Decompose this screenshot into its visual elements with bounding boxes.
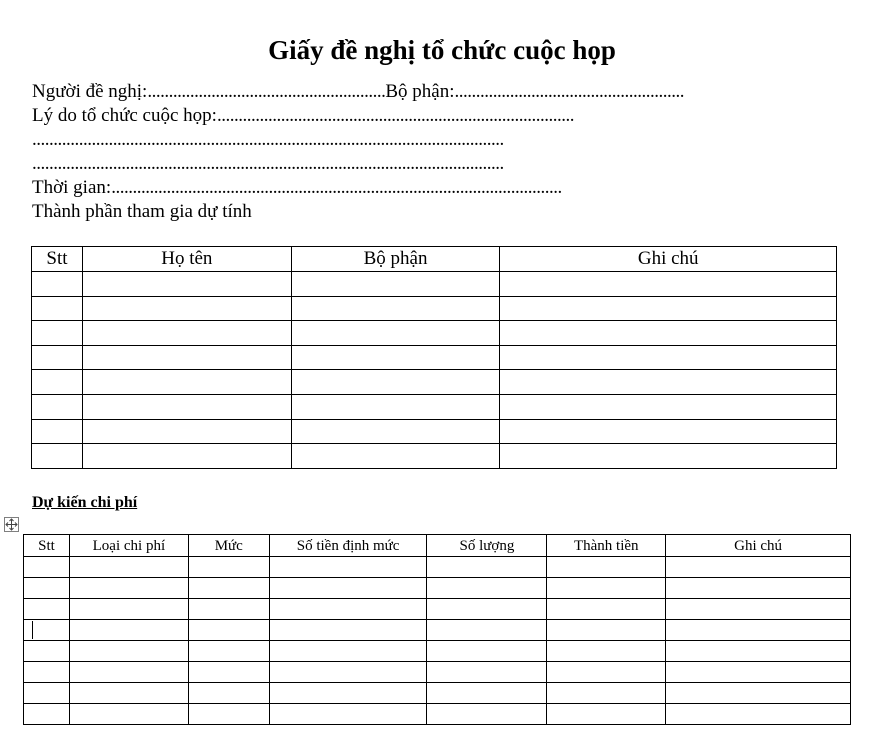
time-line[interactable] [32, 176, 562, 200]
cost-table-cell[interactable] [547, 641, 666, 662]
cost-table-cell[interactable] [427, 620, 547, 641]
cost-table-cell[interactable] [69, 662, 188, 683]
cost-table-cell[interactable] [666, 662, 851, 683]
cost-table-cell[interactable] [69, 641, 188, 662]
participants-table-cell[interactable] [500, 444, 837, 469]
participants-table-row [32, 296, 837, 321]
participants-table-cell[interactable] [32, 370, 83, 395]
participants-table-cell[interactable] [32, 345, 83, 370]
participants-table-cell[interactable] [32, 394, 83, 419]
participants-table-row [32, 394, 837, 419]
reason-dots: .................................................................................... [216, 105, 574, 126]
cost-table-cell[interactable] [69, 599, 188, 620]
blank-line-1[interactable]: ............................................................................................................... [32, 129, 504, 150]
table-move-handle-icon[interactable] [4, 517, 19, 532]
cost-table-row [24, 662, 851, 683]
cost-table-cell[interactable] [269, 620, 427, 641]
participants-table [31, 246, 837, 469]
cost-table-cell[interactable] [269, 557, 427, 578]
participants-table-cell[interactable] [82, 394, 291, 419]
cost-header-loai-chi-phi: Loại chi phí [69, 535, 188, 557]
participants-table-cell[interactable] [500, 272, 837, 297]
cost-table-row [24, 599, 851, 620]
reason-label: Lý do tổ chức cuộc họp: [32, 105, 217, 126]
cost-table-cell[interactable] [188, 683, 269, 704]
cost-table-row [24, 620, 851, 641]
cost-table-cell[interactable] [188, 599, 269, 620]
participants-table-cell[interactable] [291, 444, 500, 469]
cost-table-row [24, 557, 851, 578]
participants-table-cell[interactable] [32, 272, 83, 297]
department-dots: ...................................................... [454, 81, 684, 102]
proposer-line[interactable] [32, 80, 684, 104]
document-title: Giấy đề nghị tổ chức cuộc họp [268, 35, 616, 65]
participants-table-cell[interactable] [82, 444, 291, 469]
cost-table-cell[interactable] [666, 557, 851, 578]
time-label: Thời gian: [32, 177, 112, 198]
cost-table-cell[interactable] [69, 704, 188, 725]
participants-table-row [32, 272, 837, 297]
participants-table-cell[interactable] [32, 321, 83, 346]
cost-header-stt: Stt [24, 535, 70, 557]
cost-table-cell[interactable] [666, 704, 851, 725]
cost-table-cell[interactable] [666, 599, 851, 620]
cost-table-row [24, 704, 851, 725]
cost-header-muc: Mức [188, 535, 269, 557]
header-ghi-chu: Ghi chú [500, 247, 837, 272]
reason-line[interactable] [32, 104, 574, 128]
cost-header-so-luong: Số lượng [427, 535, 547, 557]
cost-table-cell[interactable] [666, 641, 851, 662]
cost-header-ghi-chu: Ghi chú [666, 535, 851, 557]
cost-table-cell[interactable] [24, 620, 70, 641]
cost-table-cell[interactable] [24, 704, 70, 725]
participants-table-cell[interactable] [82, 419, 291, 444]
participants-table-cell[interactable] [291, 370, 500, 395]
cost-table [23, 534, 851, 725]
cost-table-cell[interactable] [427, 557, 547, 578]
cost-table-cell[interactable] [188, 662, 269, 683]
participants-table-row [32, 321, 837, 346]
header-ho-ten: Họ tên [82, 247, 291, 272]
cost-table-cell[interactable] [188, 557, 269, 578]
participants-table-cell[interactable] [82, 370, 291, 395]
cost-table-cell[interactable] [547, 557, 666, 578]
cost-table-cell[interactable] [547, 683, 666, 704]
cost-section-title: Dự kiến chi phí [32, 494, 138, 511]
participants-table-cell[interactable] [291, 296, 500, 321]
cost-table-cell[interactable] [269, 662, 427, 683]
participants-table-cell[interactable] [500, 321, 837, 346]
participants-table-cell[interactable] [82, 296, 291, 321]
participants-header-row [32, 247, 837, 272]
participants-table-cell[interactable] [291, 394, 500, 419]
proposer-label: Người đề nghị: [32, 81, 148, 102]
cost-table-cell[interactable] [427, 683, 547, 704]
participants-table-cell[interactable] [82, 321, 291, 346]
participants-table-row [32, 419, 837, 444]
cost-table-cell[interactable] [427, 599, 547, 620]
participants-label: Thành phần tham gia dự tính [32, 201, 252, 222]
cost-table-cell[interactable] [427, 641, 547, 662]
cost-header-row [24, 535, 851, 557]
participants-table-cell[interactable] [291, 419, 500, 444]
cost-table-cell[interactable] [427, 704, 547, 725]
cost-table-cell[interactable] [269, 641, 427, 662]
cost-table-cell[interactable] [69, 578, 188, 599]
cost-table-cell[interactable] [547, 599, 666, 620]
cost-table-cell[interactable] [269, 578, 427, 599]
cost-table-cell[interactable] [269, 683, 427, 704]
participants-table-cell[interactable] [291, 345, 500, 370]
header-stt: Stt [32, 247, 83, 272]
cost-table-cell[interactable] [24, 662, 70, 683]
cost-table-row [24, 578, 851, 599]
cost-table-cell[interactable] [269, 704, 427, 725]
participants-table-cell[interactable] [500, 345, 837, 370]
participants-table-row [32, 345, 837, 370]
cost-table-cell[interactable] [666, 620, 851, 641]
cost-header-thanh-tien: Thành tiền [547, 535, 666, 557]
cost-table-cell[interactable] [69, 557, 188, 578]
cost-table-cell[interactable] [547, 578, 666, 599]
cost-table-cell[interactable] [427, 662, 547, 683]
participants-table-row [32, 444, 837, 469]
cost-table-cell[interactable] [24, 641, 70, 662]
cost-table-cell[interactable] [188, 578, 269, 599]
cost-table-cell[interactable] [24, 557, 70, 578]
cost-table-cell[interactable] [547, 662, 666, 683]
participants-table-cell[interactable] [500, 394, 837, 419]
cost-table-row [24, 641, 851, 662]
cost-table-cell[interactable] [24, 683, 70, 704]
participants-table-row [32, 370, 837, 395]
cost-table-cell[interactable] [188, 620, 269, 641]
proposer-dots: ........................................................ [147, 81, 386, 102]
move-arrows-icon [5, 518, 18, 531]
participants-table-cell[interactable] [32, 296, 83, 321]
participants-table-cell[interactable] [82, 345, 291, 370]
cost-table-cell[interactable] [188, 641, 269, 662]
cost-table-cell[interactable] [269, 599, 427, 620]
participants-table-cell[interactable] [32, 444, 83, 469]
cost-table-cell[interactable] [666, 578, 851, 599]
cost-header-so-tien-dinh-muc: Số tiền định mức [269, 535, 427, 557]
department-label: Bộ phận: [385, 81, 455, 102]
cost-table-cell[interactable] [24, 578, 70, 599]
cost-table-cell[interactable] [666, 683, 851, 704]
participants-table-cell[interactable] [291, 321, 500, 346]
cost-table-cell[interactable] [188, 704, 269, 725]
participants-table-cell[interactable] [500, 370, 837, 395]
participants-table-cell[interactable] [32, 419, 83, 444]
header-bo-phan: Bộ phận [291, 247, 500, 272]
participants-table-cell[interactable] [500, 419, 837, 444]
blank-line-2[interactable]: ............................................................................................................... [32, 153, 504, 174]
participants-table-cell[interactable] [82, 272, 291, 297]
text-cursor [32, 621, 33, 639]
cost-table-cell[interactable] [24, 599, 70, 620]
cost-table-row [24, 683, 851, 704]
participants-table-cell[interactable] [500, 296, 837, 321]
time-dots: .......................................................................................................... [111, 177, 562, 198]
cost-table-cell[interactable] [69, 683, 188, 704]
cost-table-cell[interactable] [547, 620, 666, 641]
participants-table-cell[interactable] [291, 272, 500, 297]
cost-table-cell[interactable] [427, 578, 547, 599]
cost-table-cell[interactable] [547, 704, 666, 725]
cost-table-cell[interactable] [69, 620, 188, 641]
